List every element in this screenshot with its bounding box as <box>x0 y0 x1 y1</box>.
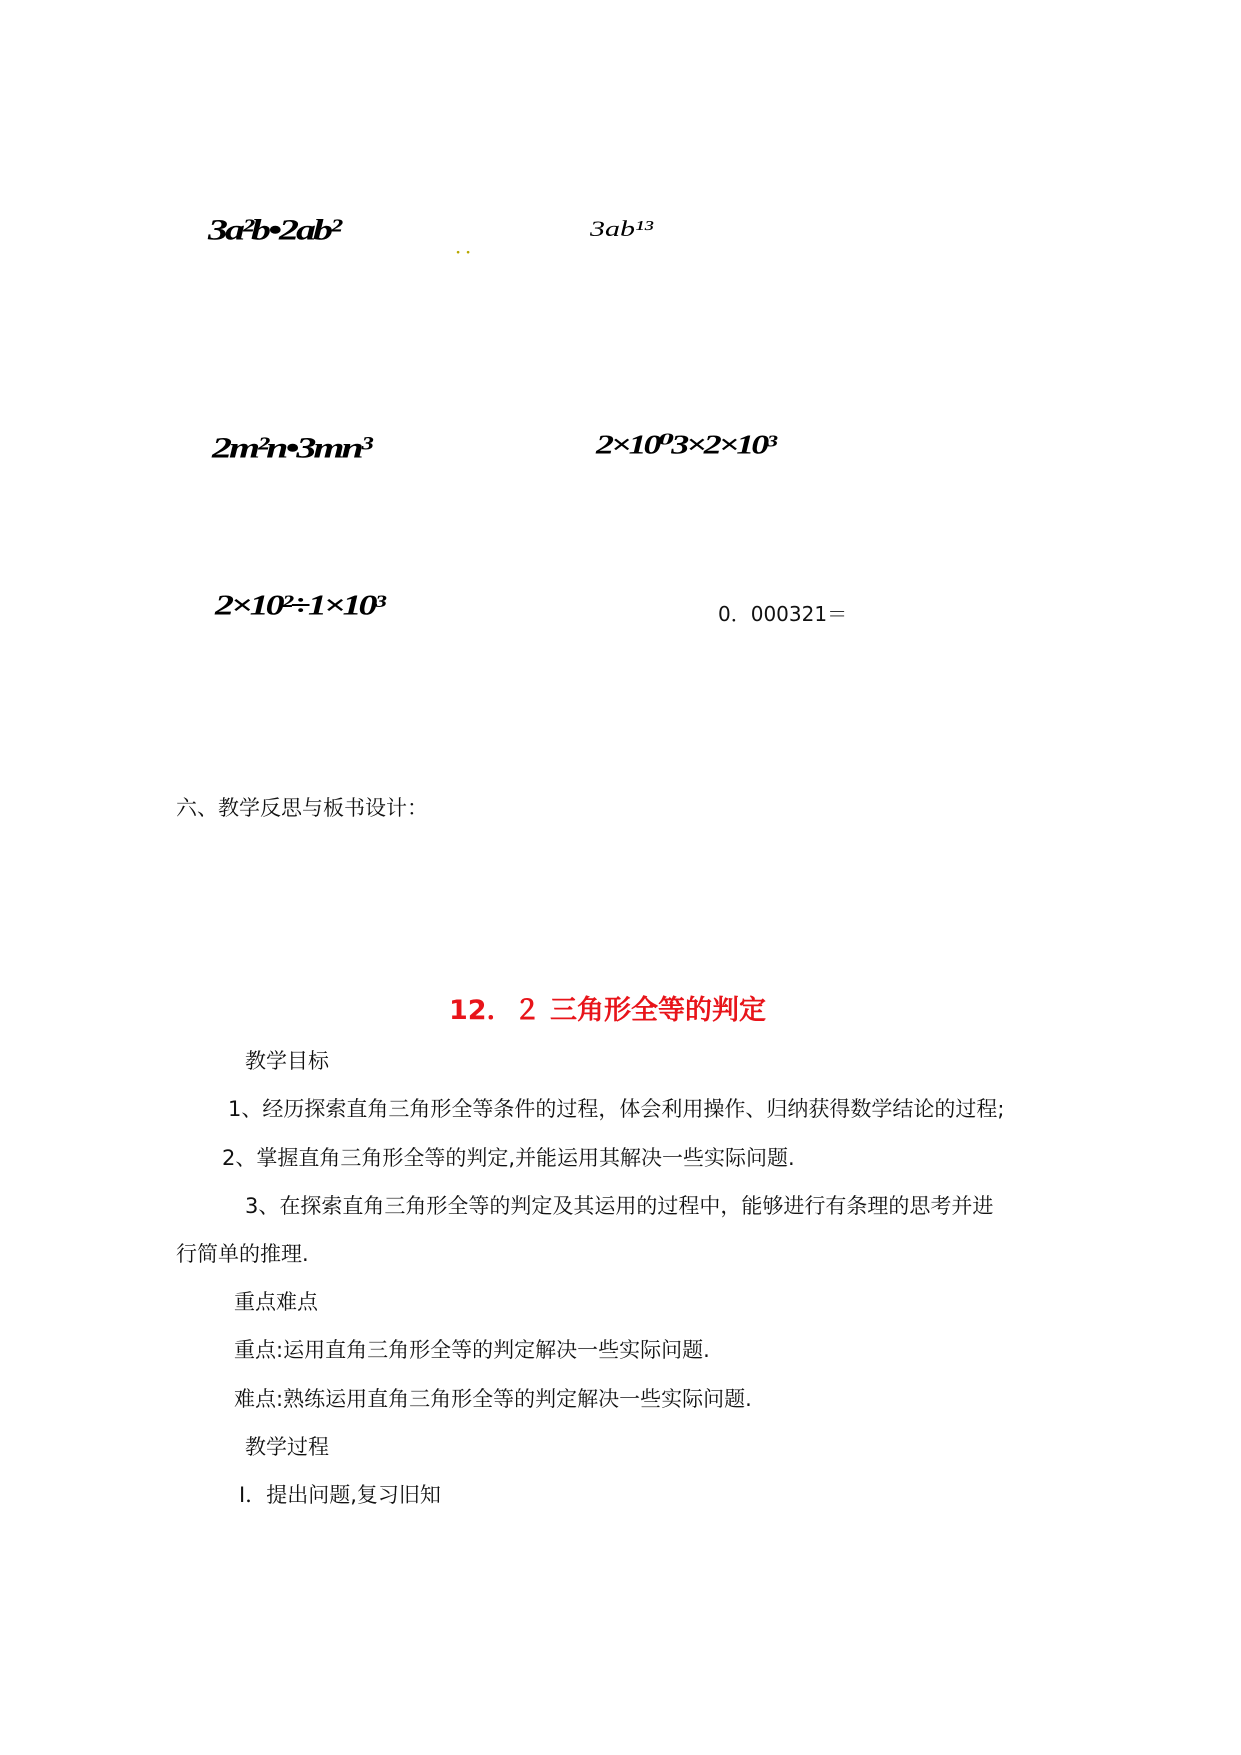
key-points-heading: 重点难点 <box>234 1290 318 1314</box>
yellow-dots: ．． <box>455 234 485 258</box>
objective-2: 2、掌握直角三角形全等的判定,并能运用其解决一些实际问题. <box>222 1146 795 1170</box>
lesson-title: 12．２ 三角形全等的判定 <box>449 995 766 1026</box>
objectives-heading: 教学目标 <box>245 1049 329 1073</box>
objective-3-line-2: 行简单的推理. <box>176 1242 309 1266</box>
formula-1: 3a²b•2ab² <box>208 212 339 247</box>
difficult-point: 难点:熟练运用直角三角形全等的判定解决一些实际问题. <box>234 1387 752 1411</box>
formula-6-text: 0．000321＝ <box>718 602 848 626</box>
process-heading: 教学过程 <box>245 1435 329 1459</box>
formula-3: 2m²n•3mn³ <box>212 430 370 465</box>
objective-1: 1、经历探索直角三角形全等条件的过程，体会利用操作、归纳获得数学结论的过程; <box>228 1097 1005 1121</box>
process-step-1: Ⅰ．提出问题,复习旧知 <box>239 1483 441 1507</box>
formula-2: 3ab¹³ <box>590 216 653 242</box>
section-6-heading: 六、教学反思与板书设计： <box>176 796 428 820</box>
objective-3-line-1: 3、在探索直角三角形全等的判定及其运用的过程中，能够进行有条理的思考并进 <box>245 1194 994 1218</box>
key-point: 重点:运用直角三角形全等的判定解决一些实际问题. <box>234 1338 710 1362</box>
formula-5: 2×10²÷1×10³ <box>215 589 383 622</box>
formula-4: 2×10⁰3×2×10³ <box>596 429 775 460</box>
